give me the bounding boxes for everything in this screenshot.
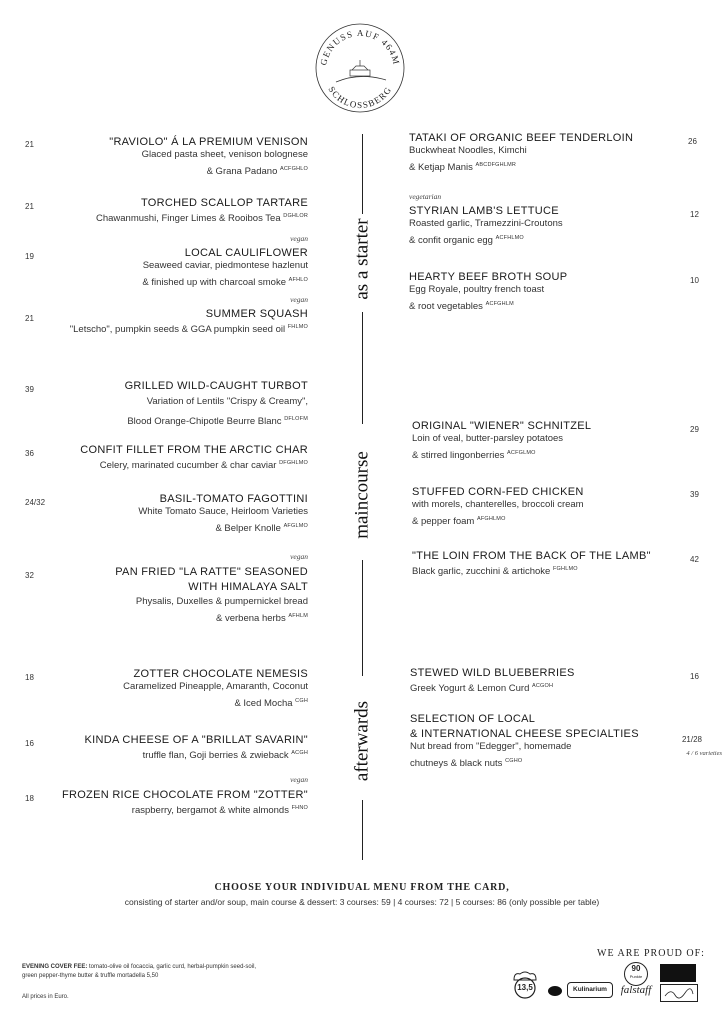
allergens: ACFGHLM [485,301,514,307]
allergens: AFHLO [288,277,308,283]
price: 42 [690,555,699,564]
menu-item [8,444,308,473]
dish-title: GRILLED WILD-CAUGHT TURBOT [124,380,308,392]
allergens: DFGHLMO [279,460,308,466]
menu-item [8,136,308,179]
dish-title: STEWED WILD BLUEBERRIES [410,667,575,679]
allergens: ACGH [291,750,308,756]
section-label-after: afterwards [351,700,373,782]
divider-line [362,312,363,424]
dish-title: TORCHED SCALLOP TARTARE [140,197,308,209]
menu-item [8,247,308,290]
falstaff-badge [616,962,656,1002]
price: 26 [688,137,697,146]
menu-item [0,308,308,337]
gault-millau-badge [508,970,542,1000]
allergens: ABCDFGHLMR [475,162,517,168]
footer-subheading: consisting of starter and/or soup, main course & dessert: 3 courses: 59 | 4 courses: 72 | 5 courses: 86 (only possible per table) [124,897,600,907]
allergens: DFLOFM [284,416,308,422]
price: 32 [25,571,34,580]
dish-title: SUMMER SQUASH [205,308,308,320]
allergens: CGHO [505,758,523,764]
dish-desc: Caramelized Pineapple, Amaranth, Coconut [123,681,308,692]
price: 21 [25,314,34,323]
price: 18 [25,673,34,682]
falstaff-points: 90 [631,964,641,973]
dish-title: CONFIT FILLET FROM THE ARCTIC CHAR [80,444,308,456]
dish-title: STUFFED CORN-FED CHICKEN [412,486,584,498]
dish-title: BASIL-TOMATO FAGOTTINI [159,493,308,505]
dish-title: SELECTION OF LOCAL [410,713,536,725]
falstaff-wordmark: falstaff [620,984,652,996]
dish-desc: & root vegetables [409,301,483,313]
allergens: AFGLMO [283,523,308,529]
svg-text:SCHLOSSBERG [326,84,393,110]
price: 29 [690,425,699,434]
dish-title: KINDA CHEESE OF A "BRILLAT SAVARIN" [84,734,308,746]
logo-arc-top: GENUSS AUF 464M [318,27,402,67]
dish-desc: & verbena herbs [216,613,286,625]
dish-title: STYRIAN LAMB'S LETTUCE [409,205,559,217]
vegan-label: vegan [290,552,308,561]
section-label-main: maincourse [351,451,373,539]
dish-title-line2: & INTERNATIONAL CHEESE SPECIALTIES [410,728,639,740]
menu-item [412,486,677,529]
gm-score: 13,5 [517,983,533,992]
allergens: AFGHLMO [476,516,506,522]
allergens: FHLMO [287,324,308,330]
menu-item [8,789,308,818]
divider-line [362,134,363,214]
allergens: DGHLOR [283,213,308,219]
dish-title: TATAKI OF ORGANIC BEEF TENDERLOIN [409,132,634,144]
award-icon [548,986,562,996]
dish-desc: Nut bread from "Edegger", homemade [410,741,572,752]
price: 16 [25,739,34,748]
allergens: ACFGHLO [280,166,308,172]
menu-item [412,550,677,579]
kulinarium-badge: Kulinarium [567,982,613,998]
dish-desc: & finished up with charcoal smoke [142,277,287,289]
dish-title: "THE LOIN FROM THE BACK OF THE LAMB" [412,550,651,562]
price: 36 [25,449,34,458]
dish-desc: Seaweed caviar, piedmontese hazlenut [142,260,308,271]
menu-item [409,271,669,314]
dish-title: ZOTTER CHOCOLATE NEMESIS [133,668,308,680]
allergens: AFHLM [288,613,308,619]
price: 21 [25,202,34,211]
price: 21/28 [681,735,702,744]
cover-fee-label: EVENING COVER FEE: [22,964,88,970]
dish-desc: & Belper Knolle [215,523,281,535]
dish-desc: Glaced pasta sheet, venison bolognese [141,149,308,160]
dish-title: ORIGINAL "WIENER" SCHNITZEL [412,420,592,432]
allergens: ACFGLMO [507,450,536,456]
menu-item [409,132,669,175]
dish-desc: & Iced Mocha [234,698,293,710]
dish-desc: & pepper foam [412,516,475,528]
vegan-label: vegan [290,775,308,784]
falstaff-points-label: Punkte [629,974,643,979]
menu-item [409,205,669,248]
signature-badge [660,984,698,1002]
allergens: ACGOH [532,683,554,689]
allergens: ACFHLMO [495,235,524,241]
dish-title: LOCAL CAULIFLOWER [184,247,308,259]
footer-heading: CHOOSE YOUR INDIVIDUAL MENU FROM THE CARD, [214,882,510,893]
dish-desc: Egg Royale, poultry french toast [409,284,545,295]
price: 18 [25,794,34,803]
menu-item [8,734,308,763]
price: 39 [25,385,34,394]
price: 12 [690,210,699,219]
cover-fee-text: tomato-olive oil focaccia, garlic curd, herbal-pumpkin seed-soil, [87,964,257,970]
menu-item [8,380,308,429]
cover-fee-text-2: green pepper-thyme butter & truffle mortadella 5,50 [22,973,159,979]
dish-desc: & Ketjap Manis [409,162,473,174]
dish-desc: Roasted garlic, Tramezzini-Croutons [409,218,563,229]
price: 19 [25,252,34,261]
dish-desc: Variation of Lentils "Crispy & Creamy", [146,396,308,407]
proud-heading: WE ARE PROUD OF: [597,948,705,959]
dish-desc: raspberry, bergamot & white almonds [131,805,289,817]
menu-item [8,197,308,226]
dish-title: HEARTY BEEF BROTH SOUP [409,271,568,283]
cover-fee [22,963,352,981]
dish-desc: truffle flan, Goji berries & zwieback [142,750,289,762]
restaurant-logo [312,20,408,116]
menu-item [412,420,677,463]
dish-desc: "Letscho", pumpkin seeds & GGA pumpkin seed oil [69,324,286,336]
allergens: FGHLMO [552,566,578,572]
dish-desc: Blood Orange-Chipotle Beurre Blanc [127,416,282,428]
menu-item [8,493,308,536]
dish-title: PAN FRIED "LA RATTE" SEASONED [115,566,308,578]
dish-desc: & stirred lingonberries [412,450,505,462]
dish-desc: & Grana Padano [206,166,278,178]
vegan-label: vegan [290,295,308,304]
price: 21 [25,140,34,149]
menu-item [8,668,308,711]
dish-desc: Loin of veal, butter-parsley potatoes [412,433,564,444]
dish-desc: Black garlic, zucchini & artichoke [412,566,551,578]
dish-desc: & confit organic egg [409,235,493,247]
dish-desc: Physalis, Duxelles & pumpernickel bread [135,596,308,607]
prices-note: All prices in Euro. [22,994,69,1000]
allergens: CGH [295,698,308,704]
price-note: 4 / 6 varieties [686,750,722,757]
price: 16 [690,672,699,681]
genuss-region-badge [660,964,696,982]
dish-desc: Buckwheat Noodles, Kimchi [409,145,527,156]
section-label-starter: as a starter [351,218,373,300]
logo-arc-bottom: SCHLOSSBERG [326,84,394,111]
divider-line [362,560,363,676]
dish-desc: White Tomato Sauce, Heirloom Varieties [138,506,308,517]
allergens: FHNO [291,805,308,811]
price: 39 [690,490,699,499]
price: 10 [690,276,699,285]
dish-desc: Celery, marinated cucumber & char caviar [99,460,277,472]
dish-desc: chutneys & black nuts [410,758,503,770]
dish-desc: with morels, chanterelles, broccoli cream [412,499,584,510]
dish-desc: Chawanmushi, Finger Limes & Rooibos Tea [95,213,281,225]
menu-item [410,713,670,771]
menu-item [8,566,308,626]
dish-title: "RAVIOLO" Á LA PREMIUM VENISON [109,136,308,148]
menu-item [410,667,670,696]
vegan-label: vegan [290,234,308,243]
dish-title: FROZEN RICE CHOCOLATE FROM "ZOTTER" [61,789,308,801]
divider-line [362,800,363,860]
price: 24/32 [25,498,46,507]
vegetarian-label: vegetarian [409,192,442,201]
dish-desc: Greek Yogurt & Lemon Curd [410,683,530,695]
dish-title-line2: WITH HIMALAYA SALT [188,581,308,593]
